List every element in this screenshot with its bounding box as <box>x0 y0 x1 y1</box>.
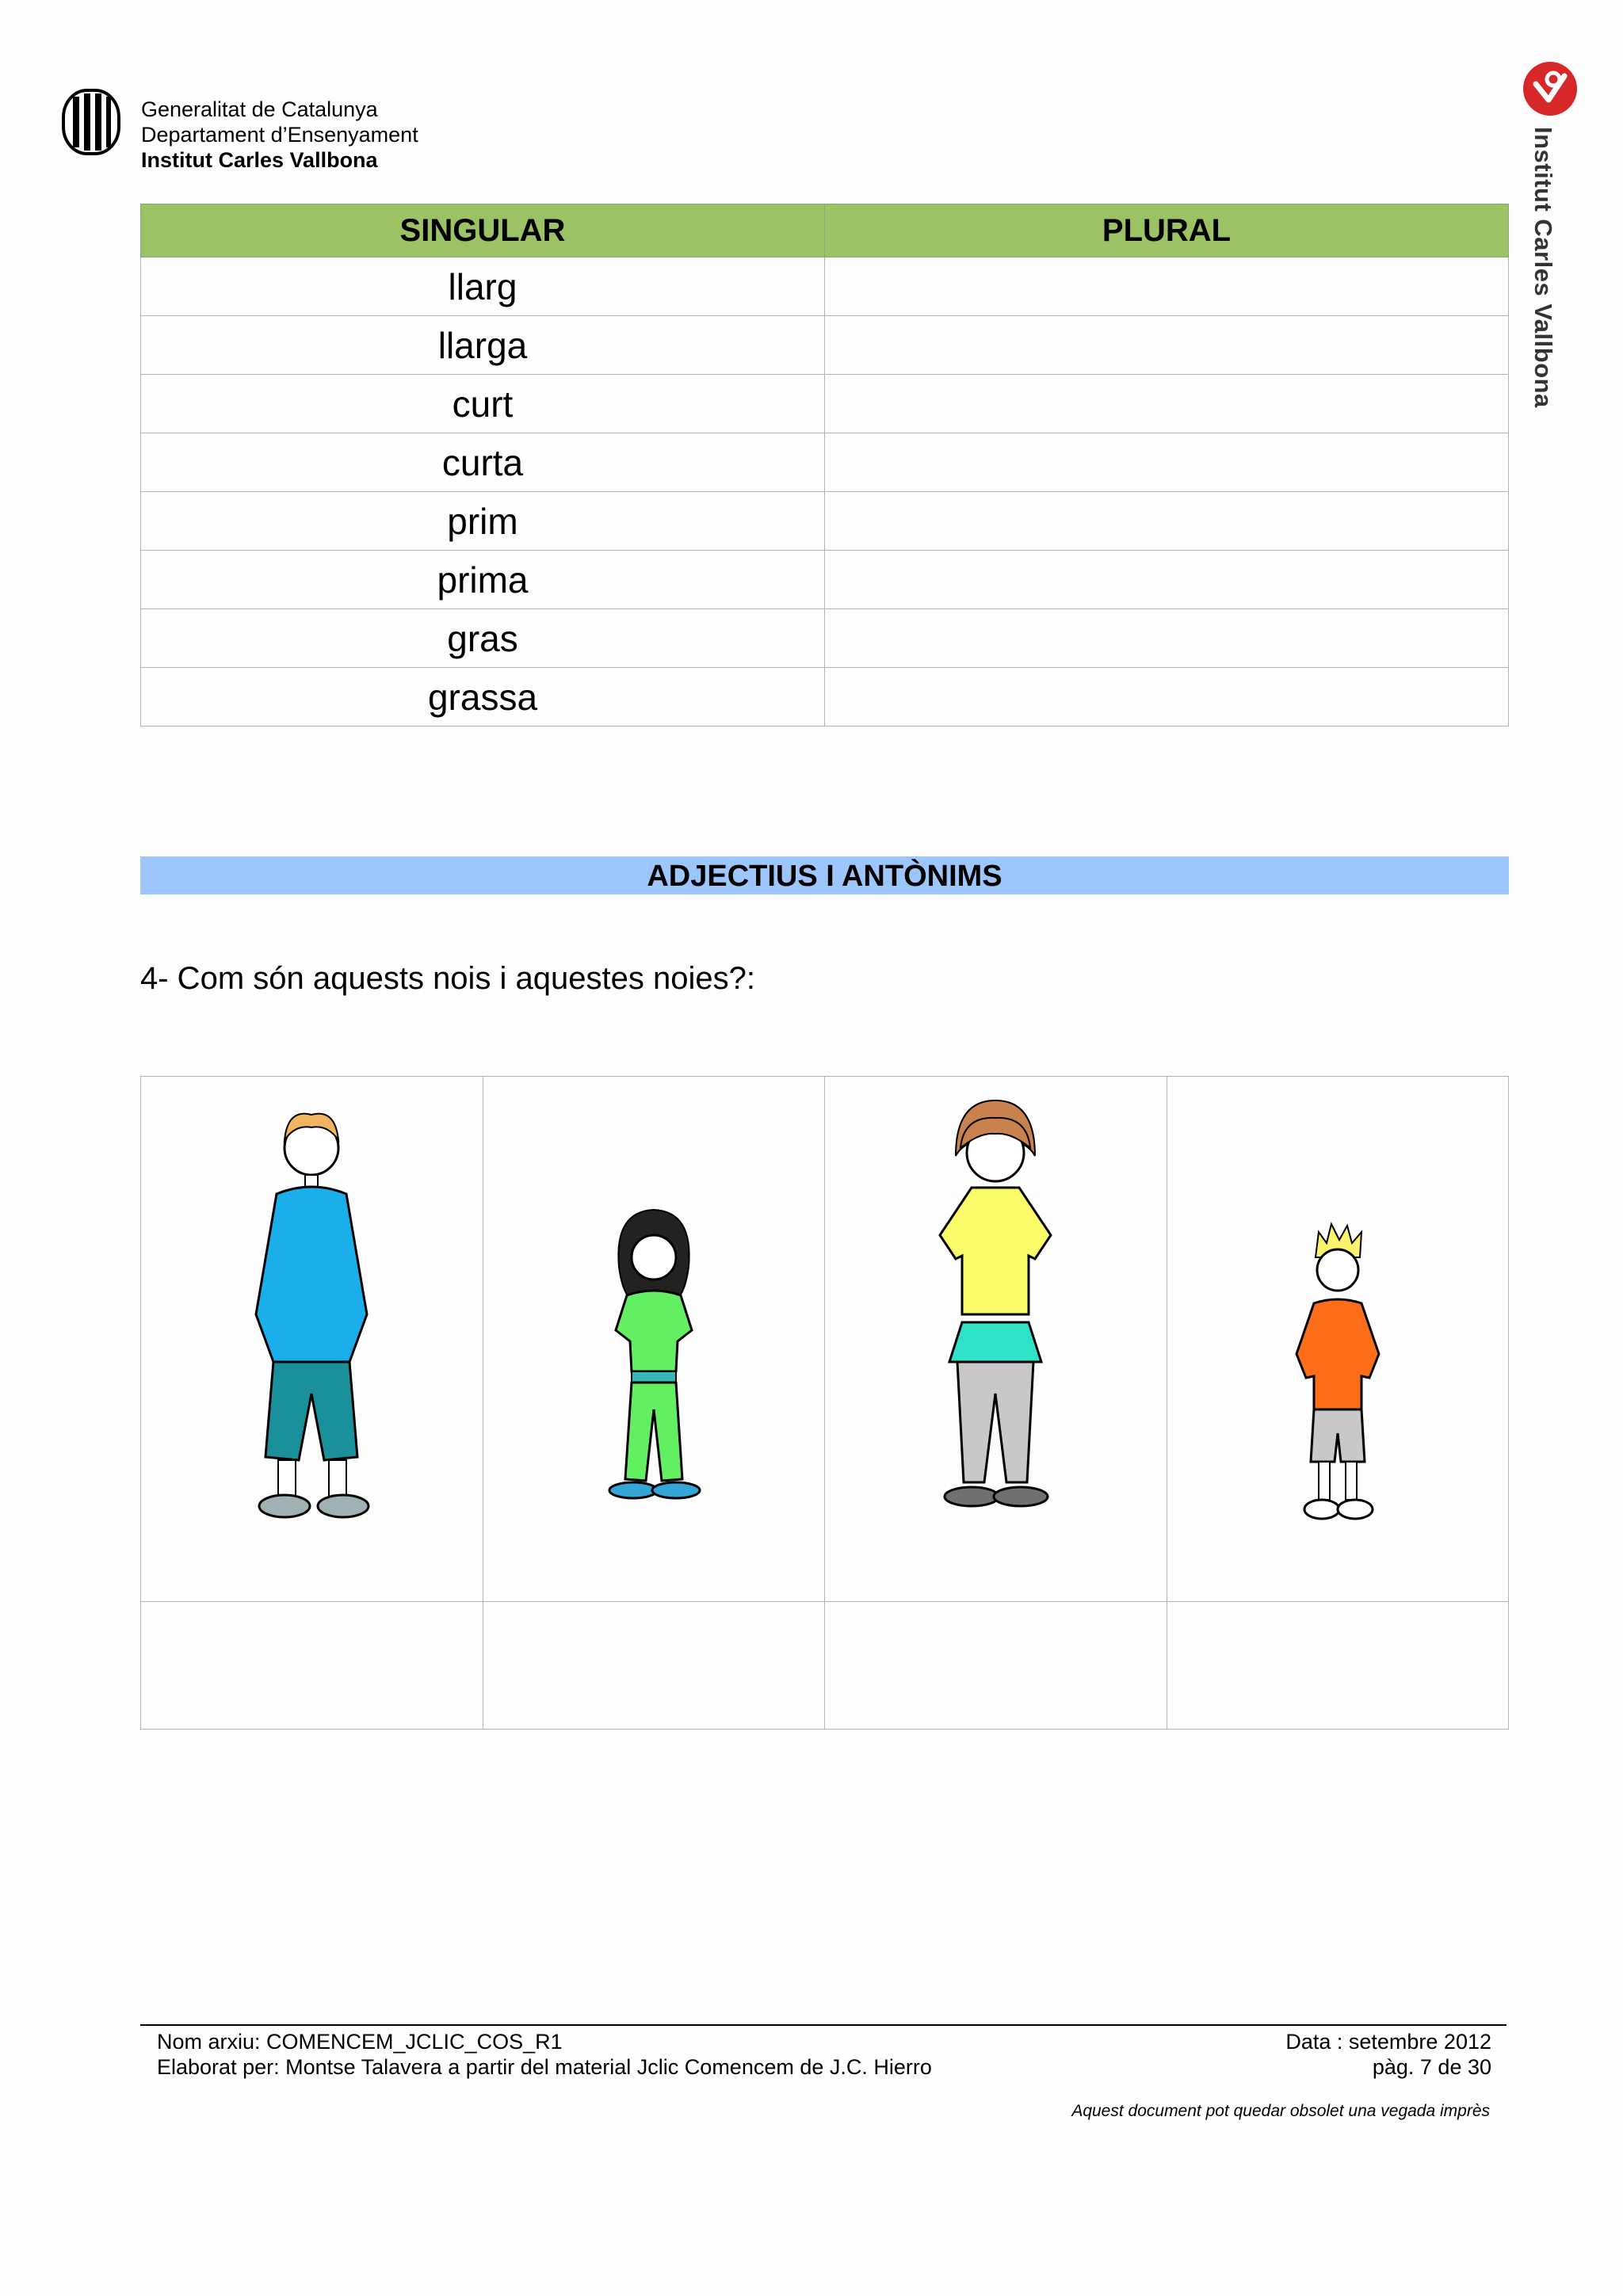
plural-cell[interactable] <box>825 375 1509 433</box>
singular-cell: llarg <box>141 257 825 316</box>
header-line-1: Generalitat de Catalunya <box>141 97 378 121</box>
footer-right <box>1189 2029 1491 2080</box>
singular-cell: grassa <box>141 668 825 727</box>
figures-row <box>141 1077 1509 1602</box>
plural-cell[interactable] <box>825 257 1509 316</box>
plural-cell[interactable] <box>825 316 1509 375</box>
plural-cell[interactable] <box>825 492 1509 551</box>
generalitat-logo-icon <box>62 89 120 155</box>
singular-cell: gras <box>141 609 825 668</box>
header-line-3: Institut Carles Vallbona <box>141 148 378 172</box>
footer-file-name: Nom arxiu: COMENCEM_JCLIC_COS_R1 <box>157 2030 563 2054</box>
plural-cell[interactable] <box>825 551 1509 609</box>
section-title: ADJECTIUS I ANTÒNIMS <box>140 856 1509 894</box>
plural-cell[interactable] <box>825 433 1509 492</box>
singular-plural-table <box>140 204 1509 727</box>
figures-table <box>140 1076 1509 1730</box>
table-header-row <box>141 204 1509 257</box>
footer-page: pàg. 7 de 30 <box>1372 2055 1491 2079</box>
answer-cell[interactable] <box>825 1602 1167 1730</box>
question-text: 4- Com són aquests nois i aquestes noies?: <box>140 961 755 996</box>
table-row <box>141 316 1509 375</box>
singular-cell: llarga <box>141 316 825 375</box>
answers-row <box>141 1602 1509 1730</box>
singular-cell: curta <box>141 433 825 492</box>
footer-author: Elaborat per: Montse Talavera a partir del material Jclic Comencem de J.C. Hierro <box>157 2055 932 2079</box>
singular-cell: prima <box>141 551 825 609</box>
table-row <box>141 492 1509 551</box>
tall-girl-icon <box>908 1077 1083 1584</box>
column-header-singular: SINGULAR <box>141 204 825 257</box>
short-girl-icon <box>575 1077 733 1584</box>
footer-divider <box>140 2024 1507 2026</box>
figure-cell <box>141 1077 483 1602</box>
plural-cell[interactable] <box>825 609 1509 668</box>
tall-boy-icon <box>232 1077 391 1584</box>
table-row <box>141 668 1509 727</box>
answer-cell[interactable] <box>1167 1602 1509 1730</box>
footer-left <box>157 2029 932 2080</box>
footer-date: Data : setembre 2012 <box>1285 2030 1491 2054</box>
figure-cell <box>825 1077 1167 1602</box>
header-line-2: Departament d’Ensenyament <box>141 123 418 147</box>
school-logo-icon <box>1522 60 1579 117</box>
table-row <box>141 375 1509 433</box>
answer-cell[interactable] <box>141 1602 483 1730</box>
short-boy-icon <box>1258 1077 1417 1584</box>
header-institution <box>141 97 418 173</box>
singular-cell: curt <box>141 375 825 433</box>
answer-cell[interactable] <box>483 1602 825 1730</box>
footer-note: Aquest document pot quedar obsolet una vegada imprès <box>1071 2102 1490 2120</box>
figure-cell <box>483 1077 825 1602</box>
side-school-name: Institut Carles Vallbona <box>1529 127 1557 408</box>
table-row <box>141 433 1509 492</box>
table-row <box>141 551 1509 609</box>
table-row <box>141 609 1509 668</box>
column-header-plural: PLURAL <box>825 204 1509 257</box>
table-row <box>141 257 1509 316</box>
singular-cell: prim <box>141 492 825 551</box>
figure-cell <box>1167 1077 1509 1602</box>
plural-cell[interactable] <box>825 668 1509 727</box>
